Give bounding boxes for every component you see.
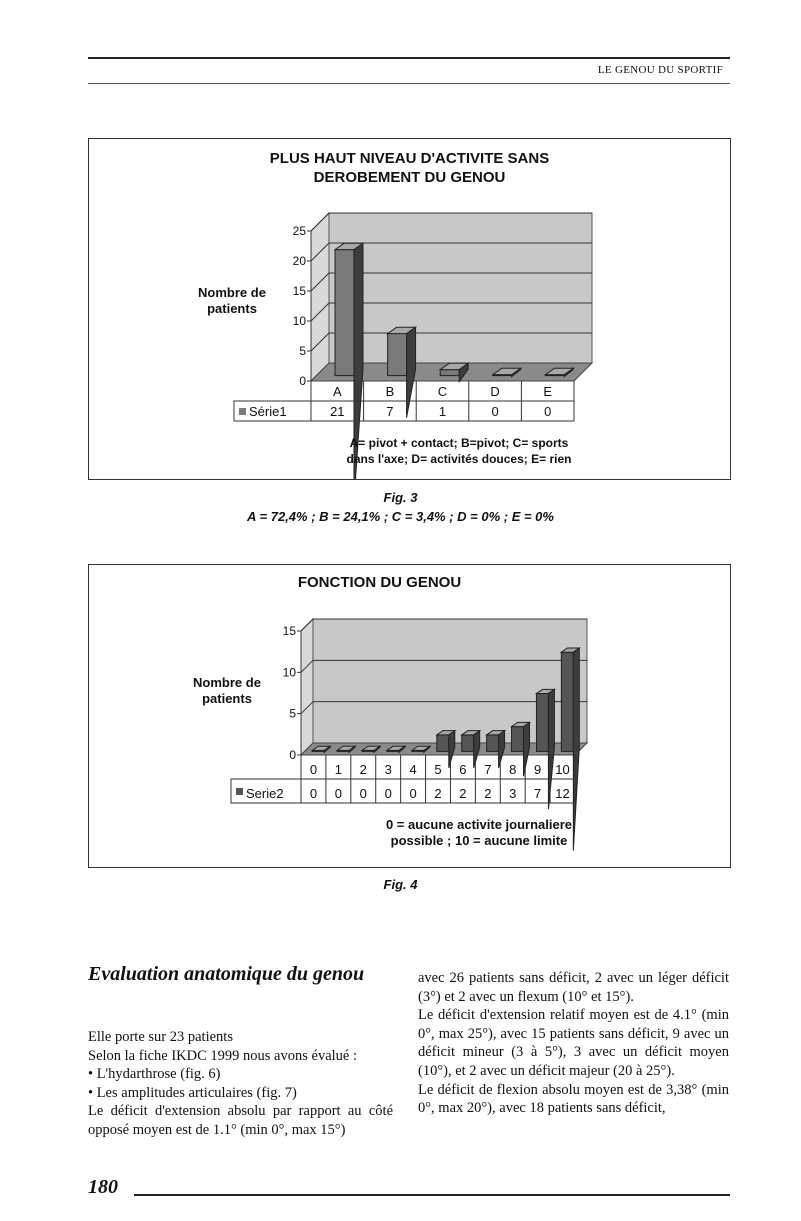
figure-4-box [88,564,731,868]
fig3-y-tick-label-1: 5 [299,344,306,358]
fig3-y-tick-label-5: 25 [292,224,306,238]
fig4-data-label-9: 7 [534,786,542,801]
fig3-plot-side-wall [311,213,329,381]
fig3-plot-back-wall [329,213,592,363]
left-paragraph-3: • Les amplitudes articulaires (fig. 7) [88,1084,297,1101]
fig4-data-label-1: 0 [334,786,342,801]
fig4-data-label-2: 0 [359,786,367,801]
fig3-x-tick-label-1: B [385,384,395,399]
left-paragraph-0: Elle porte sur 23 patients [88,1029,233,1045]
fig3-data-label-1: 7 [386,404,394,419]
fig4-y-tick-label-2: 10 [282,665,296,680]
fig3-data-label-0: 21 [330,404,345,419]
fig3-y-tick-label-2: 10 [292,314,306,328]
fig4-legend-key [236,788,243,795]
fig4-x-tick-label-10: 10 [555,762,570,777]
fig4-x-tick-label-2: 2 [359,762,367,777]
fig4-bar-9 [536,694,548,752]
fig3-bar-A [335,250,354,376]
fig3-y-tick-label-0: 0 [299,374,306,388]
fig3-data-label-4: 0 [544,404,552,419]
figure-3-caption-stats: A = 72,4% ; B = 24,1% ; C = 3,4% ; D = 0% ; E = 0% [247,509,554,524]
footer-rule [134,1194,730,1196]
fig4-bar-6 [462,735,474,752]
fig4-data-label-4: 0 [409,786,417,801]
fig4-y-tick-label-3: 15 [282,624,296,638]
fig4-x-tick-label-3: 3 [384,762,392,777]
figure-3-legend-note [259,435,659,467]
left-paragraph-1: Selon la fiche IKDC 1999 nous avons évalué : [88,1047,358,1064]
fig4-bar-5 [437,735,449,752]
fig4-data-label-0: 0 [309,786,318,801]
section-heading: Evaluation anatomique du genou [88,963,365,985]
fig4-data-label-3: 0 [384,786,392,801]
right-paragraphs [418,969,729,1118]
figure-3-y-axis-label-line2: patients [207,301,257,316]
figure-4-y-axis-label-line1: Nombre de [193,675,261,690]
figure-3-chart [89,139,730,479]
fig4-x-tick-label-8: 8 [509,762,517,777]
fig4-x-tick-label-7: 7 [484,762,492,777]
fig4-y-tick-label-1: 5 [289,706,296,721]
fig4-bar-side-7 [499,731,505,768]
fig4-y-tick-label-0: 0 [289,748,296,762]
fig3-x-tick-label-0: A [332,384,342,399]
fig4-bar-side-8 [524,722,530,776]
page-number: 180 [88,1176,118,1198]
fig3-legend-series-name: Série1 [249,404,287,419]
right-column [418,969,729,1118]
right-paragraph-0: avec 26 patients sans déficit, 2 avec un léger déficit (3°) et 2 avec un flexum (10° et 15°). [418,970,729,1005]
fig4-bar-10 [561,652,573,751]
fig4-data-label-8: 3 [509,786,517,801]
fig3-bar-side-B [407,327,416,417]
fig3-data-label-3: 0 [491,404,499,419]
figure-3-note-line2: dans l'axe; D= activités douces; E= rien [346,452,572,466]
fig3-y-tick-label-4: 20 [292,254,306,268]
fig4-x-tick-label-5: 5 [434,762,442,777]
figure-4-y-axis-label-line2: patients [202,691,252,706]
fig4-bar-8 [512,727,524,752]
fig3-legend-key [239,408,246,415]
fig3-bar-C [440,370,459,376]
figure-4-note-line1: 0 = aucune activite journaliere [385,817,573,832]
figure-3-y-axis-label-line1: Nombre de [198,285,266,300]
fig3-y-tick-label-3: 15 [292,284,306,298]
fig4-data-label-10: 12 [555,786,570,801]
header-rule-top [88,57,730,59]
fig3-x-tick-label-4: E [543,384,553,399]
fig3-bar-B [388,334,407,376]
fig4-x-tick-label-1: 1 [334,762,342,777]
fig3-data-label-2: 1 [438,404,447,419]
fig4-bar-side-6 [474,731,480,768]
fig4-bar-side-9 [548,689,554,809]
fig4-x-tick-label-4: 4 [409,762,417,777]
figure-4-title: FONCTION DU GENOU [297,574,462,591]
header-rule-bottom [88,83,730,84]
fig4-x-tick-label-6: 6 [459,762,467,777]
figure-4-legend-note [279,817,679,849]
figure-3-note-line1: A= pivot + contact; B=pivot; C= sports [349,436,569,450]
running-head: LE GENOU DU SPORTIF [597,64,723,76]
fig4-data-label-7: 2 [484,786,492,801]
figure-3-title-line1: PLUS HAUT NIVEAU D'ACTIVITE SANS [269,150,550,167]
left-paragraphs [88,1028,393,1140]
left-paragraph-2: • L'hydarthrose (fig. 6) [88,1066,221,1083]
figure-4-note-line2: possible ; 10 = aucune limite [390,833,568,848]
fig3-x-tick-label-3: D [490,384,500,399]
right-paragraph-2: Le déficit de flexion absolu moyen est de 3,38° (min 0°, max 20°), avec 18 patients sans déficit, [418,1081,729,1117]
figure-3-caption: Fig. 3 [383,490,418,505]
right-paragraph-1: Le déficit d'extension relatif moyen est de 4.1° (min 0°, max 25°), avec 15 patients sans déficit, 9 avec un déficit mineur (3 à 5°), 3 avec un déficit moyen (10°), et 2 avec un déficit majeur (20 à 25°). [418,1007,729,1079]
fig4-data-label-6: 2 [459,786,467,801]
fig4-legend-series-name: Serie2 [246,786,284,801]
figure-3-title-line2: DEROBEMENT DU GENOU [313,169,506,186]
left-paragraph-4: Le déficit d'extension absolu par rapport au côté opposé moyen est de 1.1° (min 0°, max 15°) [88,1103,393,1138]
fig4-x-tick-label-0: 0 [309,762,318,777]
left-column [88,962,393,1140]
fig4-data-label-5: 2 [434,786,442,801]
fig4-bar-side-5 [449,731,455,768]
fig3-x-tick-label-2: C [437,384,448,399]
fig4-plot-side-wall [301,619,313,755]
fig4-x-tick-label-9: 9 [534,762,542,777]
figure-4-caption: Fig. 4 [383,877,418,892]
figure-3-box [88,138,731,480]
fig4-bar-7 [487,735,499,752]
